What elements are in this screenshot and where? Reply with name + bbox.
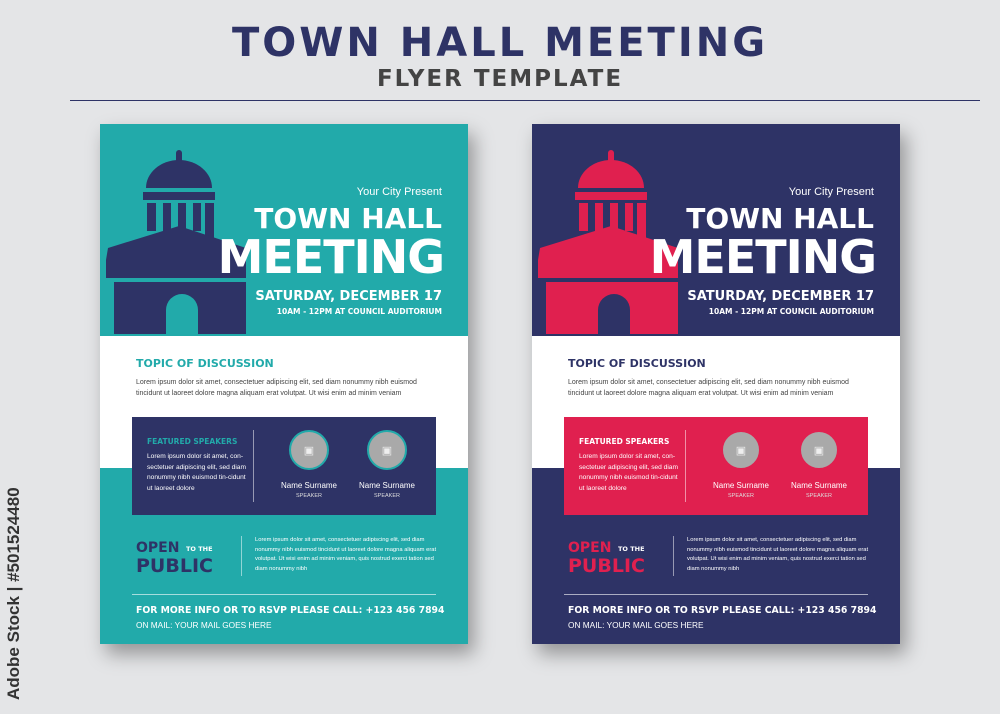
image-placeholder-icon: ▣ xyxy=(721,430,761,470)
speakers-box xyxy=(132,417,436,515)
presenter-text: Your City Present xyxy=(356,186,442,198)
image-placeholder-icon: ▣ xyxy=(367,430,407,470)
divider xyxy=(673,536,674,576)
title-line1: TOWN HALL xyxy=(686,202,874,235)
open-text: OPEN xyxy=(568,540,612,556)
speaker-role: SPEAKER xyxy=(806,493,832,499)
flyer-teal xyxy=(100,124,468,644)
speaker-name: Name Surname xyxy=(790,481,848,490)
image-placeholder-icon: ▣ xyxy=(799,430,839,470)
speaker-card xyxy=(347,430,427,499)
image-placeholder-icon: ▣ xyxy=(289,430,329,470)
page-subtitle: FLYER TEMPLATE xyxy=(376,66,624,92)
title-divider xyxy=(70,100,980,101)
footer-divider xyxy=(132,594,436,595)
speaker-name: Name Surname xyxy=(712,481,770,490)
public-description: Lorem ipsum dolor sit amet, consectetuer adipiscing elit, sed diam nonummy nibh euismod tincidunt ut laoreet dolore magna aliquam erat volutpat. Ut wisi enim ad minim veniam, quis nostrud exerci tation sed diam nonummy nibh xyxy=(255,537,437,572)
topic-heading: TOPIC OF DISCUSSION xyxy=(136,357,274,370)
title-line2: MEETING xyxy=(649,230,876,284)
rsvp-mail: ON MAIL: YOUR MAIL GOES HERE xyxy=(136,620,272,630)
speaker-role: SPEAKER xyxy=(374,493,400,499)
title-line1: TOWN HALL xyxy=(254,202,442,235)
speakers-box xyxy=(564,417,868,515)
event-date: SATURDAY, DECEMBER 17 xyxy=(687,289,874,304)
speakers-text: Lorem ipsum dolor sit amet, con-sectetuer adipiscing elit, sed diam nonummy nibh euismod tin-cidunt ut laoreet dolore xyxy=(579,453,678,492)
event-time-place: 10AM - 12PM AT COUNCIL AUDITORIUM xyxy=(276,307,442,316)
page-title: TOWN HALL MEETING xyxy=(231,20,769,66)
speaker-card xyxy=(779,430,859,499)
divider xyxy=(241,536,242,576)
to-the-text: TO THE xyxy=(186,545,213,553)
footer-divider xyxy=(564,594,868,595)
public-text: PUBLIC xyxy=(568,555,645,577)
speaker-role: SPEAKER xyxy=(728,493,754,499)
speaker-card xyxy=(701,430,781,499)
topic-heading: TOPIC OF DISCUSSION xyxy=(568,357,706,370)
speaker-name: Name Surname xyxy=(280,481,338,490)
flyer-navy xyxy=(532,124,900,644)
rsvp-call: FOR MORE INFO OR TO RSVP PLEASE CALL: +123 456 7894 xyxy=(568,605,877,616)
presenter-text: Your City Present xyxy=(788,186,874,198)
divider xyxy=(253,430,254,502)
public-text: PUBLIC xyxy=(136,555,213,577)
speaker-role: SPEAKER xyxy=(296,493,322,499)
event-time-place: 10AM - 12PM AT COUNCIL AUDITORIUM xyxy=(708,307,874,316)
rsvp-mail: ON MAIL: YOUR MAIL GOES HERE xyxy=(568,620,704,630)
topic-text: Lorem ipsum dolor sit amet, consectetuer adipiscing elit, sed diam nonummy nibh euismod tincidunt ut laoreet dolore magna aliquam erat volutpat. Ut wisi enim ad minim veniam xyxy=(568,379,849,397)
title-line2: MEETING xyxy=(217,230,444,284)
speakers-heading: FEATURED SPEAKERS xyxy=(579,437,670,446)
speakers-heading: FEATURED SPEAKERS xyxy=(147,437,238,446)
divider xyxy=(685,430,686,502)
speaker-card xyxy=(269,430,349,499)
rsvp-call: FOR MORE INFO OR TO RSVP PLEASE CALL: +123 456 7894 xyxy=(136,605,445,616)
open-text: OPEN xyxy=(136,540,180,556)
speakers-text: Lorem ipsum dolor sit amet, con-sectetuer adipiscing elit, sed diam nonummy nibh euismod tin-cidunt ut laoreet dolore xyxy=(147,453,246,492)
topic-text: Lorem ipsum dolor sit amet, consectetuer adipiscing elit, sed diam nonummy nibh euismod tincidunt ut laoreet dolore magna aliquam erat volutpat. Ut wisi enim ad minim veniam xyxy=(136,379,417,397)
speaker-name: Name Surname xyxy=(358,481,416,490)
stock-watermark: Adobe Stock | #501524480 xyxy=(4,487,23,700)
to-the-text: TO THE xyxy=(618,545,645,553)
public-description: Lorem ipsum dolor sit amet, consectetuer adipiscing elit, sed diam nonummy nibh euismod tincidunt ut laoreet dolore magna aliquam erat volutpat. Ut wisi enim ad minim veniam, quis nostrud exerci tation sed diam nonummy nibh xyxy=(687,537,869,572)
event-date: SATURDAY, DECEMBER 17 xyxy=(255,289,442,304)
